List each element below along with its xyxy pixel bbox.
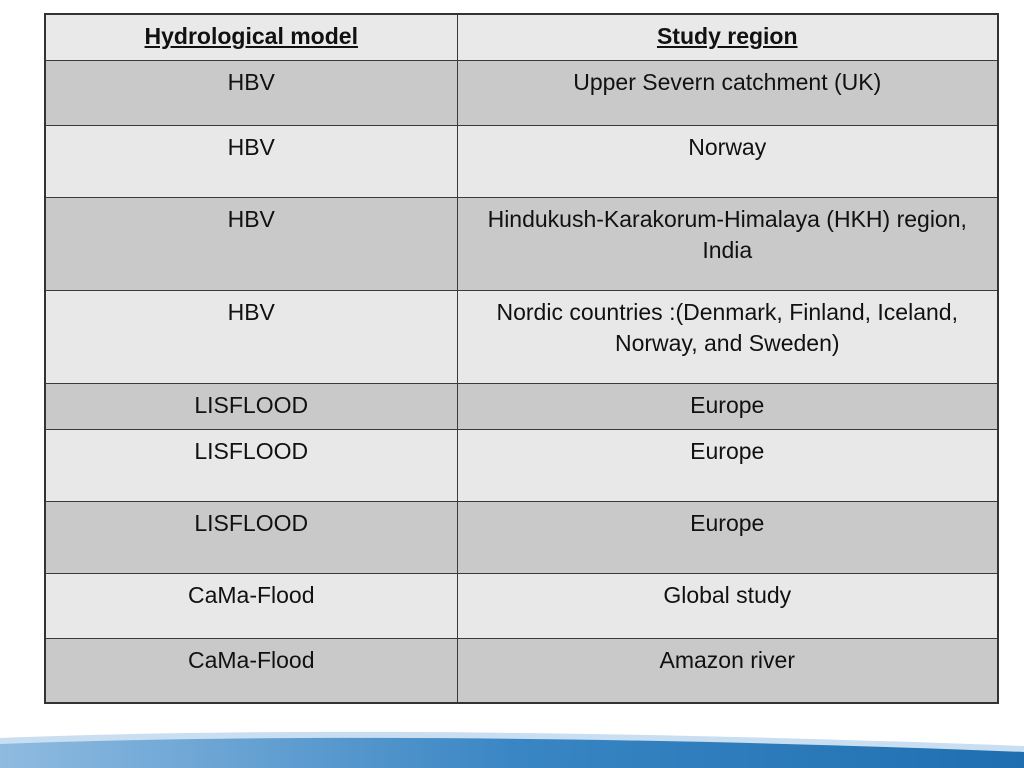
region-cell: Norway xyxy=(457,125,998,197)
model-cell: CaMa-Flood xyxy=(45,638,457,703)
region-cell: Europe xyxy=(457,383,998,429)
table-row xyxy=(45,125,998,197)
table-row xyxy=(45,290,998,383)
model-cell: HBV xyxy=(45,197,457,290)
model-cell: LISFLOOD xyxy=(45,501,457,573)
model-cell: CaMa-Flood xyxy=(45,573,457,638)
model-cell: LISFLOOD xyxy=(45,383,457,429)
model-cell: HBV xyxy=(45,290,457,383)
header-study-region: Study region xyxy=(457,14,998,60)
model-cell: HBV xyxy=(45,60,457,125)
table-row xyxy=(45,573,998,638)
model-cell: HBV xyxy=(45,125,457,197)
region-cell: Hindukush-Karakorum-Himalaya (HKH) region, India xyxy=(457,197,998,290)
table-row xyxy=(45,383,998,429)
model-cell: LISFLOOD xyxy=(45,429,457,501)
region-cell: Upper Severn catchment (UK) xyxy=(457,60,998,125)
table-row xyxy=(45,60,998,125)
table-row xyxy=(45,197,998,290)
region-cell: Europe xyxy=(457,501,998,573)
table-row xyxy=(45,638,998,703)
footer-wave-decoration xyxy=(0,708,1024,768)
model-region-table xyxy=(44,13,999,704)
region-cell: Global study xyxy=(457,573,998,638)
table-row xyxy=(45,429,998,501)
region-cell: Europe xyxy=(457,429,998,501)
table-header-row xyxy=(45,14,998,60)
region-cell: Nordic countries :(Denmark, Finland, Iceland, Norway, and Sweden) xyxy=(457,290,998,383)
header-hydrological-model: Hydrological model xyxy=(45,14,457,60)
table-row xyxy=(45,501,998,573)
region-cell: Amazon river xyxy=(457,638,998,703)
